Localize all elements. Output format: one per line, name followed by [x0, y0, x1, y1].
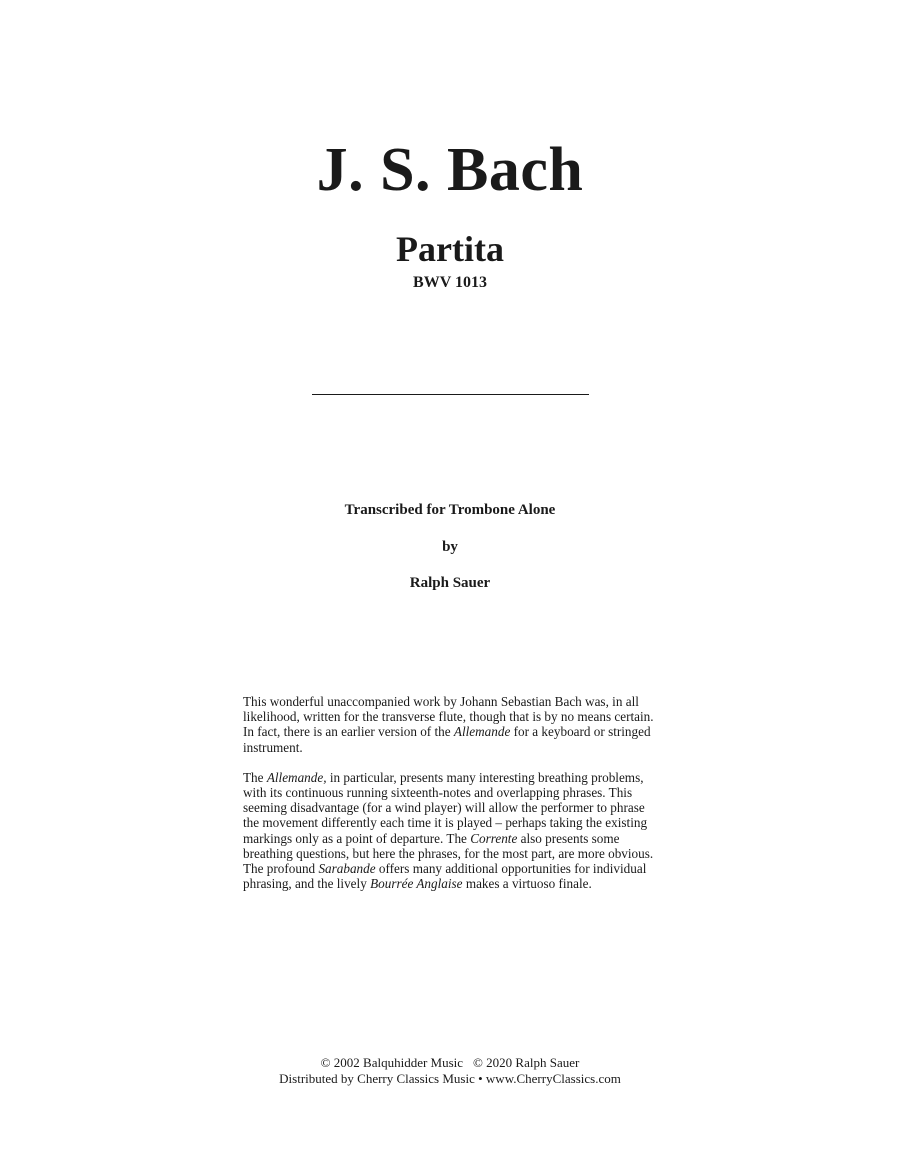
notes-text: also presents some breathing questions, but here the phrases, for the most part, are more obvious. The profound: [243, 830, 654, 877]
copyright-arranger: © 2020 Ralph Sauer: [473, 1055, 580, 1070]
movement-name: Allemande,: [266, 769, 327, 785]
footer: [0, 1055, 900, 1087]
notes-text: makes a virtuoso finale.: [462, 876, 592, 892]
title-divider: [312, 394, 589, 395]
notes-text: for a keyboard or stringed instrument.: [243, 724, 651, 755]
by-line: by: [442, 539, 458, 555]
copyright-publisher: © 2002 Balquhidder Music: [320, 1055, 464, 1070]
movement-name: Sarabande: [318, 861, 376, 877]
notes-paragraph-1: [243, 694, 663, 755]
distribution-line: Distributed by Cherry Classics Music • www.CherryClassics.com: [279, 1071, 621, 1086]
notes-text: The: [243, 769, 267, 785]
movement-name: Allemande: [453, 724, 511, 740]
arranger-name: Ralph Sauer: [409, 575, 491, 591]
movement-name: Corrente: [470, 830, 518, 846]
work-title: Partita: [396, 229, 504, 269]
program-notes: [243, 694, 663, 906]
movement-name: Bourrée Anglaise: [370, 876, 463, 892]
transcription-credit: Transcribed for Trombone Alone: [344, 502, 556, 518]
copyright-line: [0, 1055, 900, 1071]
notes-paragraph-2: [243, 770, 663, 892]
catalog-number: BWV 1013: [413, 274, 487, 291]
composer-name: J. S. Bach: [316, 136, 584, 204]
notes-text: This wonderful unaccompanied work by Johann Sebastian Bach was, in all likelihood, written for the transverse flute, though that is by no means certain. In fact, there is an earlier version of the: [243, 694, 654, 740]
notes-text: offers many additional opportunities for individual phrasing, and the lively: [243, 861, 647, 892]
notes-text: in particular, presents many interesting breathing problems, with its continuous running sixteenth-notes and overlapping phrases. This seeming disadvantage (for a wind player) will allow the performer to phrase the movement differently each time it is played – perhaps taking the existing markings only as a point of departure. The: [243, 769, 648, 846]
